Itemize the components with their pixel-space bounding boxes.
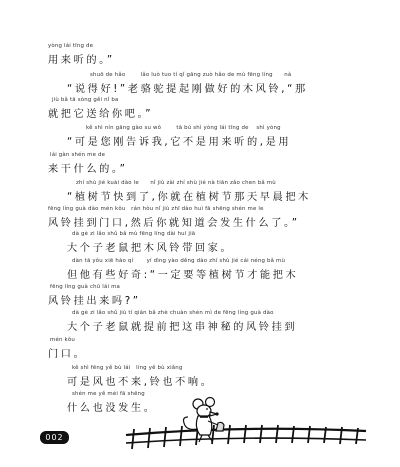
chinese-text: 大个子老鼠把木风铃带回家。 <box>67 243 234 254</box>
pinyin-annotation: kě shì nín gāng gào su wǒ tā bú shì yòng lái tīng de shì yòng <box>86 125 281 131</box>
pinyin-annotation: shén me yě méi fā shēng <box>72 391 145 397</box>
mouse-character <box>184 398 225 443</box>
chinese-text: 来干什么的。” <box>48 164 128 175</box>
chinese-text: “植树节快到了,你就在植树节那天早晨把木 <box>67 192 311 203</box>
pinyin-annotation: shuō de hǎo lǎo luò tuo tí qǐ gāng zuò hǎo de mù fēng líng nà <box>90 72 292 78</box>
pinyin-annotation: fēng líng guà dào mén kǒu rán hòu nǐ jiù zhī dào huì fā shēng shén me le <box>48 206 264 212</box>
railway-track <box>126 425 366 449</box>
chinese-text: “说得好!”老骆驼提起刚做好的木风铃,“那 <box>67 84 308 95</box>
chinese-text: 大个子老鼠就提前把这串神秘的风铃挂到 <box>67 322 298 333</box>
pinyin-annotation: lái gàn shén me de <box>50 152 106 158</box>
chinese-text: 但他有些好奇:“一定要等植树节才能把木 <box>67 270 299 281</box>
pinyin-annotation: kě shì fēng yě bù lái líng yě bù xiǎng <box>72 365 183 371</box>
pinyin-annotation: mén kǒu <box>50 337 75 343</box>
pinyin-annotation: dà gè zi lǎo shǔ jiù tí qián bǎ zhè chuàn shén mì de fēng líng guà dào <box>72 310 274 316</box>
mouse-on-track-illustration <box>120 395 370 457</box>
pinyin-annotation: dà gè zi lǎo shǔ bǎ mù fēng líng dài huí jiā <box>72 231 196 237</box>
pinyin-annotation: zhí shù jié kuài dào le nǐ jiù zài zhí shù jié nà tiān zǎo chen bǎ mù <box>76 180 276 186</box>
chinese-text: 什么也没发生。 <box>67 403 157 414</box>
pinyin-annotation: jiù bǎ tā sòng gěi nǐ ba <box>52 97 119 103</box>
chinese-text: 风铃挂到门口,然后你就知道会发生什么了。” <box>48 218 300 229</box>
pinyin-annotation: yòng lái tīng de <box>48 43 94 49</box>
chinese-text: 用来听的。” <box>48 55 115 66</box>
chinese-text: 门口。 <box>48 349 87 360</box>
pinyin-annotation: fēng líng guà chū lái ma <box>50 284 121 290</box>
chinese-text: “可是您刚告诉我,它不是用来听的,是用 <box>67 137 292 148</box>
page-number: 002 <box>40 431 69 444</box>
chinese-text: 就把它送给你吧。” <box>48 109 154 120</box>
chinese-text: 可是风也不来,铃也不响。 <box>67 377 214 388</box>
pinyin-annotation: dàn tā yǒu xiē hào qí yí dìng yào děng dào zhí shù jié cái néng bǎ mù <box>72 258 286 264</box>
chinese-text: 风铃挂出来吗?” <box>48 296 141 307</box>
